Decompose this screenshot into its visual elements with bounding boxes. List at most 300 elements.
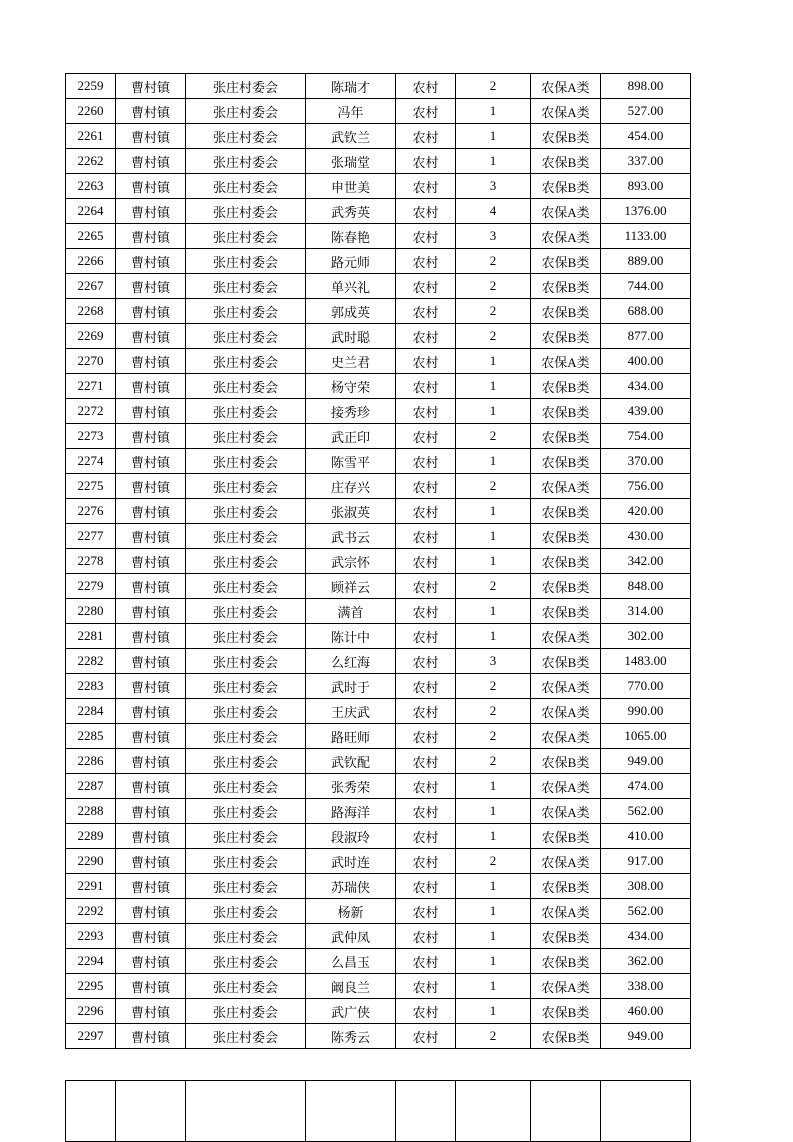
- cell-insurance-category: 农保A类: [531, 674, 601, 699]
- cell-village-committee: 张庄村委会: [186, 224, 306, 249]
- cell-town: 曹村镇: [116, 349, 186, 374]
- cell-village-committee: 张庄村委会: [186, 824, 306, 849]
- cell-town: 曹村镇: [116, 549, 186, 574]
- cell-insurance-category: 农保A类: [531, 224, 601, 249]
- cell-person-name: 庄存兴: [306, 474, 396, 499]
- cell-town: 曹村镇: [116, 674, 186, 699]
- cell-person-name: 陈春艳: [306, 224, 396, 249]
- cell-household-count: 2: [456, 849, 531, 874]
- cell-serial-number: 2296: [66, 999, 116, 1024]
- cell-insurance-category: 农保A类: [531, 99, 601, 124]
- cell-amount: 410.00: [601, 824, 691, 849]
- cell-serial-number: 2295: [66, 974, 116, 999]
- cell-amount: 338.00: [601, 974, 691, 999]
- cell-household-count: 1: [456, 374, 531, 399]
- cell-amount: 949.00: [601, 1024, 691, 1049]
- cell-residence-type: 农村: [396, 474, 456, 499]
- cell-town: 曹村镇: [116, 224, 186, 249]
- table-row: [66, 649, 691, 674]
- cell-insurance-category: 农保B类: [531, 124, 601, 149]
- cell-person-name: 冯年: [306, 99, 396, 124]
- cell-household-count: 1: [456, 349, 531, 374]
- cell-person-name: 么红海: [306, 649, 396, 674]
- cell-amount: 362.00: [601, 949, 691, 974]
- cell-household-count: 1: [456, 149, 531, 174]
- cell-town: 曹村镇: [116, 449, 186, 474]
- cell-insurance-category: 农保B类: [531, 499, 601, 524]
- cell-amount: 430.00: [601, 524, 691, 549]
- cell-household-count: 2: [456, 274, 531, 299]
- cell-village-committee: 张庄村委会: [186, 799, 306, 824]
- cell-serial-number: 2268: [66, 299, 116, 324]
- cell-town: 曹村镇: [116, 149, 186, 174]
- cell-amount: 454.00: [601, 124, 691, 149]
- cell-amount: 370.00: [601, 449, 691, 474]
- table-row: [66, 149, 691, 174]
- cell-residence-type: 农村: [396, 724, 456, 749]
- cell-village-committee: 张庄村委会: [186, 524, 306, 549]
- cell-serial-number: 2278: [66, 549, 116, 574]
- table-row: [66, 574, 691, 599]
- cell-insurance-category: 农保A类: [531, 849, 601, 874]
- table-row: [66, 724, 691, 749]
- cell-person-name: 武时连: [306, 849, 396, 874]
- cell-residence-type: 农村: [396, 799, 456, 824]
- cell-amount: 474.00: [601, 774, 691, 799]
- cell-person-name: 郭成英: [306, 299, 396, 324]
- table-row: [66, 974, 691, 999]
- cell-person-name: 顾祥云: [306, 574, 396, 599]
- cell-amount: 420.00: [601, 499, 691, 524]
- cell-serial-number: 2263: [66, 174, 116, 199]
- table-row: [66, 924, 691, 949]
- cell-village-committee: 张庄村委会: [186, 899, 306, 924]
- cell-village-committee: 张庄村委会: [186, 374, 306, 399]
- cell-insurance-category: 农保B类: [531, 324, 601, 349]
- cell-residence-type: 农村: [396, 274, 456, 299]
- table-row: [66, 274, 691, 299]
- cell-household-count: 1: [456, 899, 531, 924]
- cell-village-committee: 张庄村委会: [186, 299, 306, 324]
- cell-residence-type: 农村: [396, 999, 456, 1024]
- cell-person-name: 杨新: [306, 899, 396, 924]
- cell-serial-number: 2283: [66, 674, 116, 699]
- cell-residence-type: 农村: [396, 124, 456, 149]
- cell-household-count: 1: [456, 449, 531, 474]
- cell-household-count: 1: [456, 999, 531, 1024]
- cell-serial-number: 2290: [66, 849, 116, 874]
- table-row: [66, 1024, 691, 1049]
- cell-person-name: 武仲凤: [306, 924, 396, 949]
- cell-person-name: 路旺师: [306, 724, 396, 749]
- cell-household-count: 2: [456, 574, 531, 599]
- cell-residence-type: 农村: [396, 924, 456, 949]
- table-row: [66, 599, 691, 624]
- cell-town: 曹村镇: [116, 799, 186, 824]
- cell-serial-number: 2276: [66, 499, 116, 524]
- cell-serial-number: 2270: [66, 349, 116, 374]
- cell-town: 曹村镇: [116, 749, 186, 774]
- cell-person-name: 张瑞堂: [306, 149, 396, 174]
- cell-village-committee: 张庄村委会: [186, 474, 306, 499]
- cell-residence-type: 农村: [396, 74, 456, 99]
- cell-serial-number: 2284: [66, 699, 116, 724]
- cell-village-committee: 张庄村委会: [186, 124, 306, 149]
- cell-residence-type: 农村: [396, 574, 456, 599]
- table-row: [66, 549, 691, 574]
- table-row: [66, 874, 691, 899]
- cell-amount: 302.00: [601, 624, 691, 649]
- cell-household-count: 1: [456, 924, 531, 949]
- cell-insurance-category: 农保B类: [531, 599, 601, 624]
- cell-residence-type: [396, 1081, 456, 1142]
- cell-serial-number: 2262: [66, 149, 116, 174]
- cell-person-name: 武正印: [306, 424, 396, 449]
- cell-town: 曹村镇: [116, 574, 186, 599]
- cell-household-count: 2: [456, 749, 531, 774]
- cell-village-committee: 张庄村委会: [186, 699, 306, 724]
- cell-village-committee: 张庄村委会: [186, 974, 306, 999]
- cell-residence-type: 农村: [396, 199, 456, 224]
- table-row: [66, 249, 691, 274]
- cell-insurance-category: 农保B类: [531, 824, 601, 849]
- cell-serial-number: 2259: [66, 74, 116, 99]
- cell-insurance-category: 农保B类: [531, 649, 601, 674]
- cell-residence-type: 农村: [396, 774, 456, 799]
- cell-person-name: 武钦配: [306, 749, 396, 774]
- cell-residence-type: 农村: [396, 949, 456, 974]
- cell-insurance-category: 农保B类: [531, 874, 601, 899]
- table-row: [66, 799, 691, 824]
- cell-village-committee: 张庄村委会: [186, 624, 306, 649]
- cell-town: [116, 1081, 186, 1142]
- cell-residence-type: 农村: [396, 524, 456, 549]
- cell-insurance-category: 农保A类: [531, 699, 601, 724]
- cell-amount: 770.00: [601, 674, 691, 699]
- cell-town: 曹村镇: [116, 249, 186, 274]
- cell-village-committee: 张庄村委会: [186, 774, 306, 799]
- cell-amount: 337.00: [601, 149, 691, 174]
- cell-household-count: 1: [456, 874, 531, 899]
- table-row: [66, 774, 691, 799]
- cell-town: 曹村镇: [116, 524, 186, 549]
- cell-residence-type: 农村: [396, 149, 456, 174]
- cell-insurance-category: 农保B类: [531, 949, 601, 974]
- cell-village-committee: 张庄村委会: [186, 274, 306, 299]
- cell-town: 曹村镇: [116, 899, 186, 924]
- cell-town: 曹村镇: [116, 74, 186, 99]
- cell-insurance-category: 农保B类: [531, 924, 601, 949]
- cell-village-committee: 张庄村委会: [186, 174, 306, 199]
- cell-person-name: 路元师: [306, 249, 396, 274]
- cell-village-committee: 张庄村委会: [186, 1024, 306, 1049]
- cell-insurance-category: 农保B类: [531, 1024, 601, 1049]
- table-row: [66, 374, 691, 399]
- cell-serial-number: 2269: [66, 324, 116, 349]
- table-row: [66, 349, 691, 374]
- cell-village-committee: 张庄村委会: [186, 499, 306, 524]
- cell-person-name: 苏瑞侠: [306, 874, 396, 899]
- table-row: [66, 624, 691, 649]
- records-table: [65, 73, 691, 1049]
- cell-amount: 439.00: [601, 399, 691, 424]
- cell-serial-number: 2285: [66, 724, 116, 749]
- cell-person-name: 张淑英: [306, 499, 396, 524]
- cell-insurance-category: 农保A类: [531, 899, 601, 924]
- cell-amount: 889.00: [601, 249, 691, 274]
- cell-insurance-category: 农保A类: [531, 724, 601, 749]
- cell-village-committee: 张庄村委会: [186, 399, 306, 424]
- cell-insurance-category: 农保B类: [531, 249, 601, 274]
- table-row: [66, 449, 691, 474]
- cell-insurance-category: 农保B类: [531, 174, 601, 199]
- cell-person-name: 陈瑞才: [306, 74, 396, 99]
- cell-amount: [601, 1081, 691, 1142]
- cell-residence-type: 农村: [396, 674, 456, 699]
- cell-village-committee: 张庄村委会: [186, 849, 306, 874]
- table-row: [66, 749, 691, 774]
- cell-household-count: 2: [456, 249, 531, 274]
- cell-household-count: 2: [456, 424, 531, 449]
- table-row: [66, 699, 691, 724]
- cell-village-committee: 张庄村委会: [186, 599, 306, 624]
- cell-village-committee: 张庄村委会: [186, 674, 306, 699]
- cell-amount: 1133.00: [601, 224, 691, 249]
- cell-residence-type: 农村: [396, 399, 456, 424]
- table-row: [66, 99, 691, 124]
- cell-insurance-category: 农保B类: [531, 749, 601, 774]
- table-row: [66, 999, 691, 1024]
- cell-household-count: 2: [456, 699, 531, 724]
- cell-person-name: 武时聪: [306, 324, 396, 349]
- cell-amount: 990.00: [601, 699, 691, 724]
- cell-household-count: 1: [456, 399, 531, 424]
- cell-town: 曹村镇: [116, 624, 186, 649]
- cell-serial-number: [66, 1081, 116, 1142]
- cell-serial-number: 2272: [66, 399, 116, 424]
- cell-amount: 562.00: [601, 899, 691, 924]
- cell-person-name: 陈计中: [306, 624, 396, 649]
- cell-household-count: 2: [456, 474, 531, 499]
- cell-residence-type: 农村: [396, 874, 456, 899]
- cell-amount: 460.00: [601, 999, 691, 1024]
- cell-town: 曹村镇: [116, 974, 186, 999]
- cell-residence-type: 农村: [396, 749, 456, 774]
- table-row: [66, 474, 691, 499]
- cell-amount: 314.00: [601, 599, 691, 624]
- cell-residence-type: 农村: [396, 699, 456, 724]
- cell-serial-number: 2260: [66, 99, 116, 124]
- table-row: [66, 399, 691, 424]
- cell-person-name: 武时于: [306, 674, 396, 699]
- cell-insurance-category: 农保B类: [531, 449, 601, 474]
- cell-amount: 949.00: [601, 749, 691, 774]
- cell-amount: 434.00: [601, 924, 691, 949]
- cell-household-count: 3: [456, 649, 531, 674]
- cell-serial-number: 2279: [66, 574, 116, 599]
- cell-insurance-category: 农保B类: [531, 299, 601, 324]
- cell-amount: 917.00: [601, 849, 691, 874]
- cell-serial-number: 2265: [66, 224, 116, 249]
- cell-person-name: 么昌玉: [306, 949, 396, 974]
- cell-person-name: [306, 1081, 396, 1142]
- cell-household-count: 2: [456, 299, 531, 324]
- cell-serial-number: 2291: [66, 874, 116, 899]
- cell-serial-number: 2280: [66, 599, 116, 624]
- cell-serial-number: 2281: [66, 624, 116, 649]
- cell-town: 曹村镇: [116, 874, 186, 899]
- cell-village-committee: 张庄村委会: [186, 949, 306, 974]
- cell-person-name: 史兰君: [306, 349, 396, 374]
- cell-town: 曹村镇: [116, 99, 186, 124]
- cell-household-count: 4: [456, 199, 531, 224]
- cell-serial-number: 2286: [66, 749, 116, 774]
- cell-household-count: 2: [456, 1024, 531, 1049]
- cell-residence-type: 农村: [396, 424, 456, 449]
- table-row: [66, 524, 691, 549]
- cell-serial-number: 2264: [66, 199, 116, 224]
- cell-residence-type: 农村: [396, 824, 456, 849]
- cell-residence-type: 农村: [396, 549, 456, 574]
- cell-person-name: 接秀珍: [306, 399, 396, 424]
- cell-town: 曹村镇: [116, 824, 186, 849]
- table-row: [66, 224, 691, 249]
- cell-insurance-category: 农保B类: [531, 574, 601, 599]
- cell-household-count: 1: [456, 99, 531, 124]
- cell-serial-number: 2282: [66, 649, 116, 674]
- cell-town: 曹村镇: [116, 774, 186, 799]
- cell-household-count: 1: [456, 599, 531, 624]
- cell-village-committee: 张庄村委会: [186, 549, 306, 574]
- cell-town: 曹村镇: [116, 649, 186, 674]
- cell-insurance-category: 农保B类: [531, 424, 601, 449]
- cell-amount: 898.00: [601, 74, 691, 99]
- cell-village-committee: 张庄村委会: [186, 424, 306, 449]
- table-row: [66, 499, 691, 524]
- cell-household-count: 2: [456, 74, 531, 99]
- cell-serial-number: 2274: [66, 449, 116, 474]
- cell-amount: 400.00: [601, 349, 691, 374]
- cell-amount: 434.00: [601, 374, 691, 399]
- table-row: [66, 324, 691, 349]
- cell-amount: 754.00: [601, 424, 691, 449]
- cell-village-committee: 张庄村委会: [186, 349, 306, 374]
- cell-amount: 744.00: [601, 274, 691, 299]
- cell-household-count: 3: [456, 174, 531, 199]
- cell-amount: 1065.00: [601, 724, 691, 749]
- cell-amount: 877.00: [601, 324, 691, 349]
- cell-household-count: 2: [456, 674, 531, 699]
- cell-village-committee: 张庄村委会: [186, 99, 306, 124]
- cell-amount: 848.00: [601, 574, 691, 599]
- cell-village-committee: 张庄村委会: [186, 924, 306, 949]
- cell-insurance-category: [531, 1081, 601, 1142]
- cell-town: 曹村镇: [116, 174, 186, 199]
- cell-serial-number: 2294: [66, 949, 116, 974]
- cell-town: 曹村镇: [116, 699, 186, 724]
- cell-person-name: 武书云: [306, 524, 396, 549]
- cell-serial-number: 2266: [66, 249, 116, 274]
- cell-household-count: 1: [456, 824, 531, 849]
- cell-serial-number: 2293: [66, 924, 116, 949]
- cell-serial-number: 2287: [66, 774, 116, 799]
- cell-residence-type: 农村: [396, 449, 456, 474]
- cell-household-count: 1: [456, 124, 531, 149]
- cell-village-committee: 张庄村委会: [186, 574, 306, 599]
- cell-village-committee: 张庄村委会: [186, 149, 306, 174]
- cell-insurance-category: 农保B类: [531, 149, 601, 174]
- cell-insurance-category: 农保B类: [531, 274, 601, 299]
- cell-village-committee: 张庄村委会: [186, 199, 306, 224]
- cell-household-count: 1: [456, 949, 531, 974]
- cell-residence-type: 农村: [396, 349, 456, 374]
- cell-town: 曹村镇: [116, 124, 186, 149]
- cell-residence-type: 农村: [396, 899, 456, 924]
- cell-serial-number: 2261: [66, 124, 116, 149]
- cell-town: 曹村镇: [116, 999, 186, 1024]
- cell-insurance-category: 农保A类: [531, 349, 601, 374]
- cell-village-committee: 张庄村委会: [186, 449, 306, 474]
- cell-household-count: 2: [456, 324, 531, 349]
- cell-residence-type: 农村: [396, 624, 456, 649]
- next-page-partial-row: [65, 1080, 691, 1142]
- cell-person-name: 申世美: [306, 174, 396, 199]
- cell-insurance-category: 农保B类: [531, 399, 601, 424]
- cell-village-committee: 张庄村委会: [186, 999, 306, 1024]
- cell-household-count: 1: [456, 974, 531, 999]
- table-row: [66, 899, 691, 924]
- cell-town: 曹村镇: [116, 849, 186, 874]
- cell-amount: 1376.00: [601, 199, 691, 224]
- cell-household-count: 1: [456, 524, 531, 549]
- cell-town: 曹村镇: [116, 324, 186, 349]
- cell-town: 曹村镇: [116, 424, 186, 449]
- cell-amount: 527.00: [601, 99, 691, 124]
- cell-person-name: 陈雪平: [306, 449, 396, 474]
- cell-village-committee: 张庄村委会: [186, 249, 306, 274]
- cell-village-committee: 张庄村委会: [186, 874, 306, 899]
- cell-serial-number: 2271: [66, 374, 116, 399]
- cell-residence-type: 农村: [396, 1024, 456, 1049]
- cell-village-committee: 张庄村委会: [186, 724, 306, 749]
- cell-insurance-category: 农保A类: [531, 974, 601, 999]
- cell-town: 曹村镇: [116, 499, 186, 524]
- cell-town: 曹村镇: [116, 474, 186, 499]
- table-row: [66, 424, 691, 449]
- table-row: [66, 124, 691, 149]
- cell-insurance-category: 农保A类: [531, 799, 601, 824]
- cell-amount: 308.00: [601, 874, 691, 899]
- cell-insurance-category: 农保A类: [531, 474, 601, 499]
- cell-amount: 688.00: [601, 299, 691, 324]
- cell-residence-type: 农村: [396, 499, 456, 524]
- cell-household-count: 2: [456, 724, 531, 749]
- cell-residence-type: 农村: [396, 224, 456, 249]
- cell-town: 曹村镇: [116, 924, 186, 949]
- cell-household-count: 1: [456, 499, 531, 524]
- cell-town: 曹村镇: [116, 949, 186, 974]
- cell-town: 曹村镇: [116, 724, 186, 749]
- cell-person-name: 武秀英: [306, 199, 396, 224]
- cell-person-name: 武钦兰: [306, 124, 396, 149]
- cell-residence-type: 农村: [396, 174, 456, 199]
- cell-town: 曹村镇: [116, 374, 186, 399]
- cell-household-count: [456, 1081, 531, 1142]
- table-row: [66, 849, 691, 874]
- cell-insurance-category: 农保B类: [531, 999, 601, 1024]
- cell-amount: 342.00: [601, 549, 691, 574]
- cell-residence-type: 农村: [396, 99, 456, 124]
